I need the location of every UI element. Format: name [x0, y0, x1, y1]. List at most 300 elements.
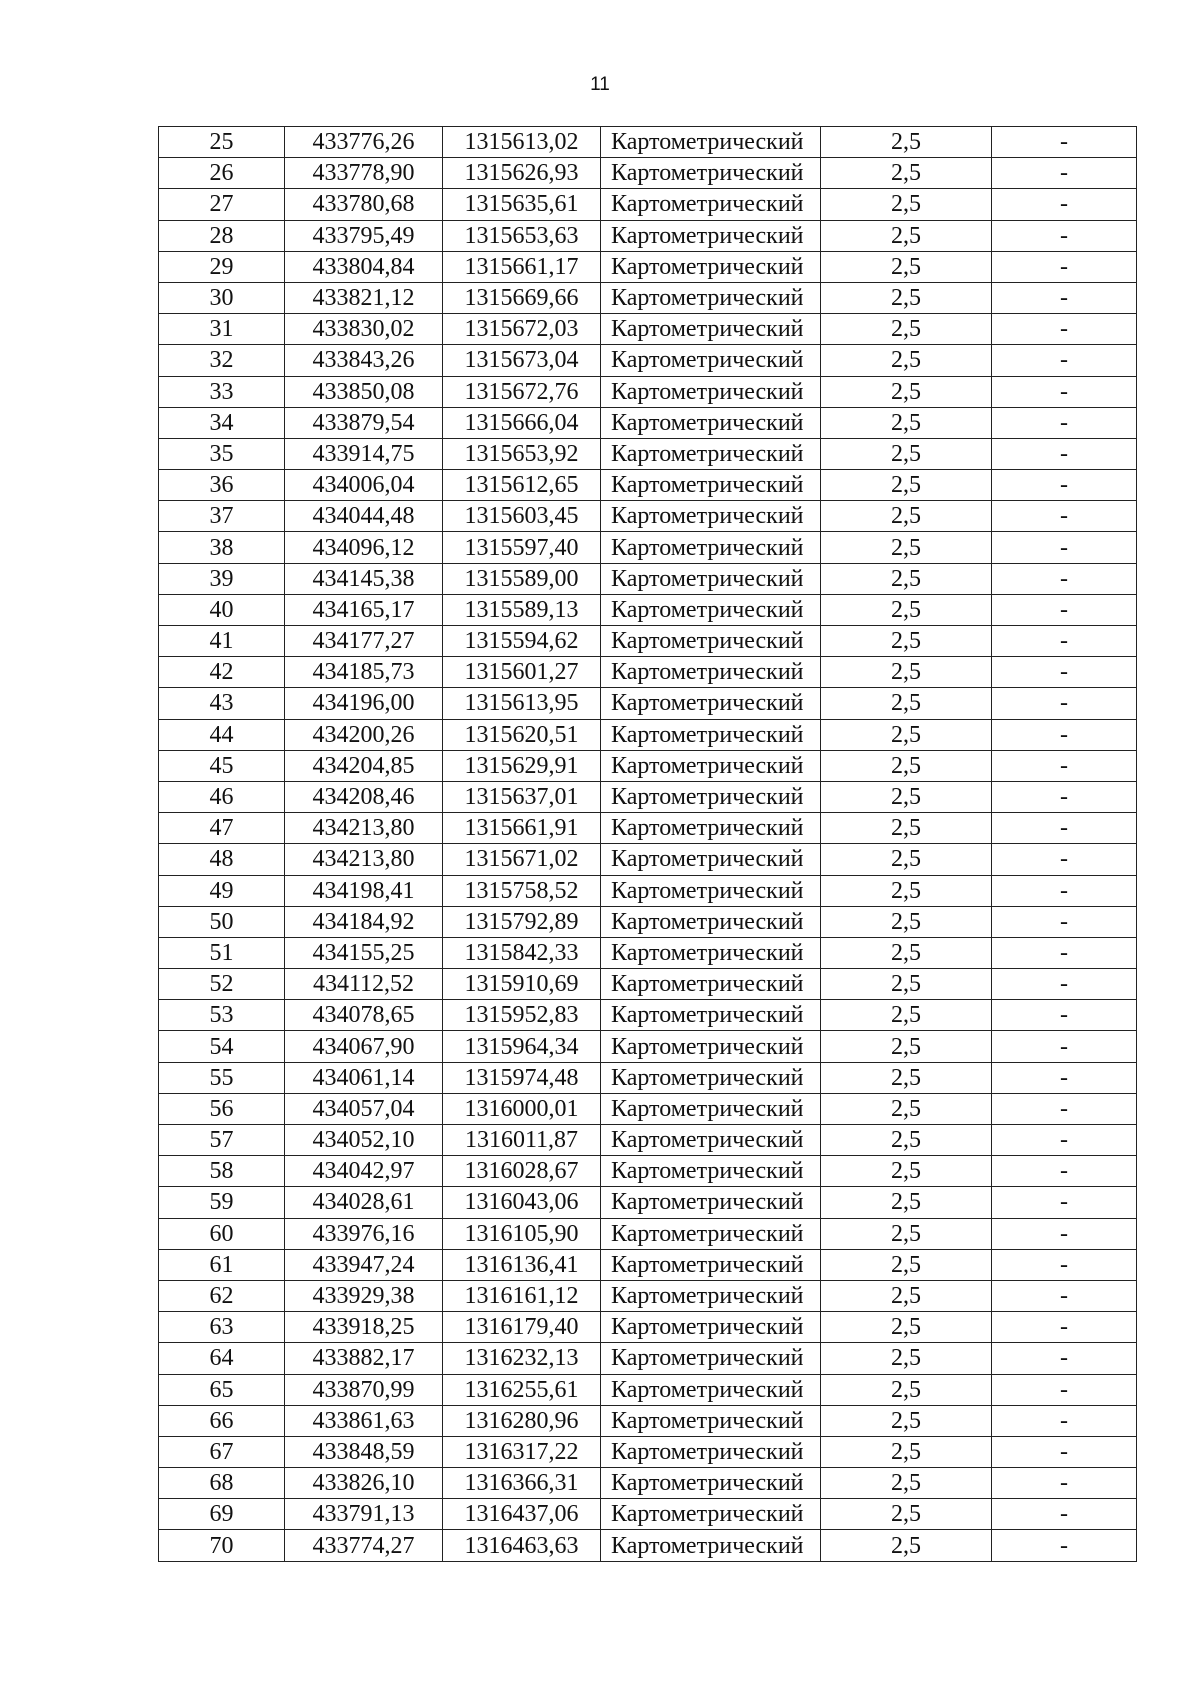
table-row: [159, 251, 1137, 282]
point-number-cell: 69: [159, 1499, 285, 1530]
point-number-cell: 30: [159, 282, 285, 313]
method-cell: Картометрический: [601, 1000, 821, 1031]
point-number-cell: 45: [159, 750, 285, 781]
table-row: [159, 1499, 1137, 1530]
table-row: [159, 719, 1137, 750]
description-cell: -: [992, 750, 1137, 781]
point-number-cell: 59: [159, 1187, 285, 1218]
y-coordinate-cell: 1316161,12: [443, 1280, 601, 1311]
method-cell: Картометрический: [601, 1280, 821, 1311]
x-coordinate-cell: 433776,26: [285, 127, 443, 158]
y-coordinate-cell: 1315974,48: [443, 1062, 601, 1093]
accuracy-cell: 2,5: [821, 626, 992, 657]
point-number-cell: 70: [159, 1530, 285, 1561]
description-cell: -: [992, 158, 1137, 189]
y-coordinate-cell: 1315673,04: [443, 345, 601, 376]
method-cell: Картометрический: [601, 158, 821, 189]
y-coordinate-cell: 1315758,52: [443, 875, 601, 906]
y-coordinate-cell: 1316437,06: [443, 1499, 601, 1530]
x-coordinate-cell: 433914,75: [285, 438, 443, 469]
description-cell: -: [992, 875, 1137, 906]
table-row: [159, 626, 1137, 657]
accuracy-cell: 2,5: [821, 438, 992, 469]
method-cell: Картометрический: [601, 719, 821, 750]
y-coordinate-cell: 1316317,22: [443, 1436, 601, 1467]
point-number-cell: 43: [159, 688, 285, 719]
point-number-cell: 38: [159, 532, 285, 563]
table-row: [159, 470, 1137, 501]
method-cell: Картометрический: [601, 657, 821, 688]
method-cell: Картометрический: [601, 1312, 821, 1343]
y-coordinate-cell: 1316000,01: [443, 1093, 601, 1124]
description-cell: -: [992, 969, 1137, 1000]
description-cell: -: [992, 314, 1137, 345]
description-cell: -: [992, 1249, 1137, 1280]
point-number-cell: 65: [159, 1374, 285, 1405]
description-cell: -: [992, 781, 1137, 812]
description-cell: -: [992, 1000, 1137, 1031]
table-row: [159, 1218, 1137, 1249]
point-number-cell: 26: [159, 158, 285, 189]
point-number-cell: 50: [159, 906, 285, 937]
y-coordinate-cell: 1315603,45: [443, 501, 601, 532]
method-cell: Картометрический: [601, 781, 821, 812]
x-coordinate-cell: 434196,00: [285, 688, 443, 719]
y-coordinate-cell: 1315589,13: [443, 594, 601, 625]
description-cell: -: [992, 1499, 1137, 1530]
y-coordinate-cell: 1315601,27: [443, 657, 601, 688]
point-number-cell: 61: [159, 1249, 285, 1280]
x-coordinate-cell: 433774,27: [285, 1530, 443, 1561]
point-number-cell: 27: [159, 189, 285, 220]
description-cell: -: [992, 937, 1137, 968]
method-cell: Картометрический: [601, 1093, 821, 1124]
description-cell: -: [992, 189, 1137, 220]
point-number-cell: 32: [159, 345, 285, 376]
y-coordinate-cell: 1315952,83: [443, 1000, 601, 1031]
point-number-cell: 66: [159, 1405, 285, 1436]
description-cell: -: [992, 594, 1137, 625]
table-row: [159, 1530, 1137, 1561]
point-number-cell: 67: [159, 1436, 285, 1467]
accuracy-cell: 2,5: [821, 1374, 992, 1405]
description-cell: -: [992, 1125, 1137, 1156]
x-coordinate-cell: 434213,80: [285, 844, 443, 875]
method-cell: Картометрический: [601, 438, 821, 469]
description-cell: -: [992, 1031, 1137, 1062]
method-cell: Картометрический: [601, 314, 821, 345]
method-cell: Картометрический: [601, 1187, 821, 1218]
point-number-cell: 40: [159, 594, 285, 625]
accuracy-cell: 2,5: [821, 127, 992, 158]
method-cell: Картометрический: [601, 189, 821, 220]
y-coordinate-cell: 1315613,95: [443, 688, 601, 719]
point-number-cell: 68: [159, 1468, 285, 1499]
x-coordinate-cell: 434112,52: [285, 969, 443, 1000]
method-cell: Картометрический: [601, 220, 821, 251]
accuracy-cell: 2,5: [821, 1031, 992, 1062]
x-coordinate-cell: 434155,25: [285, 937, 443, 968]
description-cell: -: [992, 719, 1137, 750]
page-number: 11: [590, 74, 610, 95]
accuracy-cell: 2,5: [821, 1156, 992, 1187]
accuracy-cell: 2,5: [821, 501, 992, 532]
accuracy-cell: 2,5: [821, 844, 992, 875]
y-coordinate-cell: 1316105,90: [443, 1218, 601, 1249]
table-row: [159, 1031, 1137, 1062]
table-row: [159, 844, 1137, 875]
x-coordinate-cell: 433804,84: [285, 251, 443, 282]
point-number-cell: 64: [159, 1343, 285, 1374]
y-coordinate-cell: 1316028,67: [443, 1156, 601, 1187]
y-coordinate-cell: 1315661,91: [443, 813, 601, 844]
method-cell: Картометрический: [601, 1249, 821, 1280]
point-number-cell: 41: [159, 626, 285, 657]
accuracy-cell: 2,5: [821, 1218, 992, 1249]
x-coordinate-cell: 433879,54: [285, 407, 443, 438]
y-coordinate-cell: 1315792,89: [443, 906, 601, 937]
method-cell: Картометрический: [601, 1343, 821, 1374]
method-cell: Картометрический: [601, 844, 821, 875]
x-coordinate-cell: 434057,04: [285, 1093, 443, 1124]
x-coordinate-cell: 434198,41: [285, 875, 443, 906]
accuracy-cell: 2,5: [821, 189, 992, 220]
description-cell: -: [992, 688, 1137, 719]
table-row: [159, 1343, 1137, 1374]
table-row: [159, 282, 1137, 313]
description-cell: -: [992, 345, 1137, 376]
table-row: [159, 875, 1137, 906]
description-cell: -: [992, 906, 1137, 937]
point-number-cell: 36: [159, 470, 285, 501]
x-coordinate-cell: 434184,92: [285, 906, 443, 937]
accuracy-cell: 2,5: [821, 781, 992, 812]
x-coordinate-cell: 434177,27: [285, 626, 443, 657]
accuracy-cell: 2,5: [821, 314, 992, 345]
x-coordinate-cell: 433870,99: [285, 1374, 443, 1405]
point-number-cell: 47: [159, 813, 285, 844]
table-row: [159, 1405, 1137, 1436]
method-cell: Картометрический: [601, 501, 821, 532]
table-row: [159, 813, 1137, 844]
x-coordinate-cell: 434096,12: [285, 532, 443, 563]
method-cell: Картометрический: [601, 1218, 821, 1249]
accuracy-cell: 2,5: [821, 1125, 992, 1156]
method-cell: Картометрический: [601, 937, 821, 968]
method-cell: Картометрический: [601, 127, 821, 158]
x-coordinate-cell: 434213,80: [285, 813, 443, 844]
method-cell: Картометрический: [601, 906, 821, 937]
table-row: [159, 376, 1137, 407]
accuracy-cell: 2,5: [821, 1468, 992, 1499]
point-number-cell: 57: [159, 1125, 285, 1156]
table-row: [159, 158, 1137, 189]
description-cell: -: [992, 407, 1137, 438]
description-cell: -: [992, 657, 1137, 688]
x-coordinate-cell: 433929,38: [285, 1280, 443, 1311]
x-coordinate-cell: 433826,10: [285, 1468, 443, 1499]
description-cell: -: [992, 532, 1137, 563]
point-number-cell: 60: [159, 1218, 285, 1249]
accuracy-cell: 2,5: [821, 719, 992, 750]
table-row: [159, 969, 1137, 1000]
description-cell: -: [992, 1062, 1137, 1093]
x-coordinate-cell: 434028,61: [285, 1187, 443, 1218]
method-cell: Картометрический: [601, 594, 821, 625]
point-number-cell: 54: [159, 1031, 285, 1062]
point-number-cell: 56: [159, 1093, 285, 1124]
y-coordinate-cell: 1315613,02: [443, 127, 601, 158]
accuracy-cell: 2,5: [821, 158, 992, 189]
accuracy-cell: 2,5: [821, 376, 992, 407]
accuracy-cell: 2,5: [821, 1405, 992, 1436]
y-coordinate-cell: 1316255,61: [443, 1374, 601, 1405]
table-row: [159, 1093, 1137, 1124]
method-cell: Картометрический: [601, 750, 821, 781]
x-coordinate-cell: 434044,48: [285, 501, 443, 532]
y-coordinate-cell: 1316043,06: [443, 1187, 601, 1218]
description-cell: -: [992, 1343, 1137, 1374]
point-number-cell: 53: [159, 1000, 285, 1031]
x-coordinate-cell: 434204,85: [285, 750, 443, 781]
point-number-cell: 52: [159, 969, 285, 1000]
method-cell: Картометрический: [601, 251, 821, 282]
y-coordinate-cell: 1315612,65: [443, 470, 601, 501]
x-coordinate-cell: 434061,14: [285, 1062, 443, 1093]
description-cell: -: [992, 1530, 1137, 1561]
method-cell: Картометрический: [601, 1468, 821, 1499]
accuracy-cell: 2,5: [821, 906, 992, 937]
accuracy-cell: 2,5: [821, 937, 992, 968]
accuracy-cell: 2,5: [821, 1280, 992, 1311]
table-row: [159, 1468, 1137, 1499]
table-row: [159, 1125, 1137, 1156]
x-coordinate-cell: 434067,90: [285, 1031, 443, 1062]
accuracy-cell: 2,5: [821, 875, 992, 906]
description-cell: -: [992, 1374, 1137, 1405]
y-coordinate-cell: 1315629,91: [443, 750, 601, 781]
y-coordinate-cell: 1315597,40: [443, 532, 601, 563]
y-coordinate-cell: 1316011,87: [443, 1125, 601, 1156]
x-coordinate-cell: 433947,24: [285, 1249, 443, 1280]
x-coordinate-cell: 433830,02: [285, 314, 443, 345]
x-coordinate-cell: 434006,04: [285, 470, 443, 501]
point-number-cell: 51: [159, 937, 285, 968]
table-row: [159, 750, 1137, 781]
x-coordinate-cell: 433791,13: [285, 1499, 443, 1530]
accuracy-cell: 2,5: [821, 1312, 992, 1343]
x-coordinate-cell: 433848,59: [285, 1436, 443, 1467]
accuracy-cell: 2,5: [821, 1062, 992, 1093]
x-coordinate-cell: 434078,65: [285, 1000, 443, 1031]
table-row: [159, 906, 1137, 937]
table-row: [159, 1249, 1137, 1280]
method-cell: Картометрический: [601, 969, 821, 1000]
table-row: [159, 1280, 1137, 1311]
accuracy-cell: 2,5: [821, 470, 992, 501]
point-number-cell: 35: [159, 438, 285, 469]
accuracy-cell: 2,5: [821, 345, 992, 376]
point-number-cell: 44: [159, 719, 285, 750]
accuracy-cell: 2,5: [821, 1499, 992, 1530]
accuracy-cell: 2,5: [821, 1093, 992, 1124]
method-cell: Картометрический: [601, 532, 821, 563]
description-cell: -: [992, 1468, 1137, 1499]
y-coordinate-cell: 1315653,92: [443, 438, 601, 469]
accuracy-cell: 2,5: [821, 1187, 992, 1218]
y-coordinate-cell: 1315620,51: [443, 719, 601, 750]
coordinates-table-body: [159, 127, 1137, 1562]
accuracy-cell: 2,5: [821, 594, 992, 625]
description-cell: -: [992, 251, 1137, 282]
x-coordinate-cell: 434042,97: [285, 1156, 443, 1187]
accuracy-cell: 2,5: [821, 688, 992, 719]
x-coordinate-cell: 433882,17: [285, 1343, 443, 1374]
y-coordinate-cell: 1315671,02: [443, 844, 601, 875]
x-coordinate-cell: 433861,63: [285, 1405, 443, 1436]
table-row: [159, 501, 1137, 532]
description-cell: -: [992, 1312, 1137, 1343]
description-cell: -: [992, 1187, 1137, 1218]
x-coordinate-cell: 433821,12: [285, 282, 443, 313]
y-coordinate-cell: 1315589,00: [443, 563, 601, 594]
description-cell: -: [992, 220, 1137, 251]
y-coordinate-cell: 1316366,31: [443, 1468, 601, 1499]
x-coordinate-cell: 434208,46: [285, 781, 443, 812]
y-coordinate-cell: 1315842,33: [443, 937, 601, 968]
point-number-cell: 37: [159, 501, 285, 532]
y-coordinate-cell: 1315635,61: [443, 189, 601, 220]
accuracy-cell: 2,5: [821, 813, 992, 844]
table-row: [159, 1000, 1137, 1031]
x-coordinate-cell: 433976,16: [285, 1218, 443, 1249]
method-cell: Картометрический: [601, 813, 821, 844]
x-coordinate-cell: 434052,10: [285, 1125, 443, 1156]
description-cell: -: [992, 1436, 1137, 1467]
method-cell: Картометрический: [601, 1530, 821, 1561]
description-cell: -: [992, 1156, 1137, 1187]
point-number-cell: 62: [159, 1280, 285, 1311]
method-cell: Картометрический: [601, 1156, 821, 1187]
y-coordinate-cell: 1315626,93: [443, 158, 601, 189]
y-coordinate-cell: 1315672,03: [443, 314, 601, 345]
table-row: [159, 314, 1137, 345]
point-number-cell: 48: [159, 844, 285, 875]
y-coordinate-cell: 1315653,63: [443, 220, 601, 251]
table-row: [159, 594, 1137, 625]
table-row: [159, 781, 1137, 812]
table-row: [159, 1312, 1137, 1343]
method-cell: Картометрический: [601, 1499, 821, 1530]
table-row: [159, 189, 1137, 220]
accuracy-cell: 2,5: [821, 1530, 992, 1561]
x-coordinate-cell: 434200,26: [285, 719, 443, 750]
table-row: [159, 688, 1137, 719]
x-coordinate-cell: 434185,73: [285, 657, 443, 688]
accuracy-cell: 2,5: [821, 657, 992, 688]
accuracy-cell: 2,5: [821, 282, 992, 313]
method-cell: Картометрический: [601, 1125, 821, 1156]
accuracy-cell: 2,5: [821, 1249, 992, 1280]
accuracy-cell: 2,5: [821, 1000, 992, 1031]
point-number-cell: 55: [159, 1062, 285, 1093]
x-coordinate-cell: 433850,08: [285, 376, 443, 407]
x-coordinate-cell: 433795,49: [285, 220, 443, 251]
point-number-cell: 58: [159, 1156, 285, 1187]
method-cell: Картометрический: [601, 875, 821, 906]
method-cell: Картометрический: [601, 626, 821, 657]
x-coordinate-cell: 433843,26: [285, 345, 443, 376]
description-cell: -: [992, 626, 1137, 657]
method-cell: Картометрический: [601, 1405, 821, 1436]
y-coordinate-cell: 1316280,96: [443, 1405, 601, 1436]
point-number-cell: 42: [159, 657, 285, 688]
method-cell: Картометрический: [601, 407, 821, 438]
table-row: [159, 127, 1137, 158]
table-row: [159, 1436, 1137, 1467]
y-coordinate-cell: 1315669,66: [443, 282, 601, 313]
point-number-cell: 33: [159, 376, 285, 407]
method-cell: Картометрический: [601, 470, 821, 501]
accuracy-cell: 2,5: [821, 1436, 992, 1467]
point-number-cell: 46: [159, 781, 285, 812]
point-number-cell: 31: [159, 314, 285, 345]
y-coordinate-cell: 1315910,69: [443, 969, 601, 1000]
y-coordinate-cell: 1316463,63: [443, 1530, 601, 1561]
x-coordinate-cell: 434165,17: [285, 594, 443, 625]
table-row: [159, 1374, 1137, 1405]
table-row: [159, 220, 1137, 251]
y-coordinate-cell: 1315964,34: [443, 1031, 601, 1062]
y-coordinate-cell: 1315637,01: [443, 781, 601, 812]
y-coordinate-cell: 1316136,41: [443, 1249, 601, 1280]
description-cell: -: [992, 470, 1137, 501]
table-row: [159, 937, 1137, 968]
point-number-cell: 28: [159, 220, 285, 251]
accuracy-cell: 2,5: [821, 220, 992, 251]
description-cell: -: [992, 438, 1137, 469]
description-cell: -: [992, 1280, 1137, 1311]
accuracy-cell: 2,5: [821, 1343, 992, 1374]
y-coordinate-cell: 1316179,40: [443, 1312, 601, 1343]
method-cell: Картометрический: [601, 1062, 821, 1093]
point-number-cell: 49: [159, 875, 285, 906]
table-row: [159, 1062, 1137, 1093]
accuracy-cell: 2,5: [821, 750, 992, 781]
y-coordinate-cell: 1315594,62: [443, 626, 601, 657]
x-coordinate-cell: 433778,90: [285, 158, 443, 189]
method-cell: Картометрический: [601, 563, 821, 594]
coordinates-table: [158, 126, 1137, 1562]
accuracy-cell: 2,5: [821, 969, 992, 1000]
y-coordinate-cell: 1316232,13: [443, 1343, 601, 1374]
table-row: [159, 438, 1137, 469]
description-cell: -: [992, 376, 1137, 407]
table-row: [159, 532, 1137, 563]
accuracy-cell: 2,5: [821, 532, 992, 563]
description-cell: -: [992, 1093, 1137, 1124]
y-coordinate-cell: 1315661,17: [443, 251, 601, 282]
accuracy-cell: 2,5: [821, 251, 992, 282]
table-row: [159, 407, 1137, 438]
method-cell: Картометрический: [601, 345, 821, 376]
description-cell: -: [992, 127, 1137, 158]
point-number-cell: 34: [159, 407, 285, 438]
method-cell: Картометрический: [601, 376, 821, 407]
y-coordinate-cell: 1315666,04: [443, 407, 601, 438]
table-row: [159, 563, 1137, 594]
method-cell: Картометрический: [601, 1031, 821, 1062]
